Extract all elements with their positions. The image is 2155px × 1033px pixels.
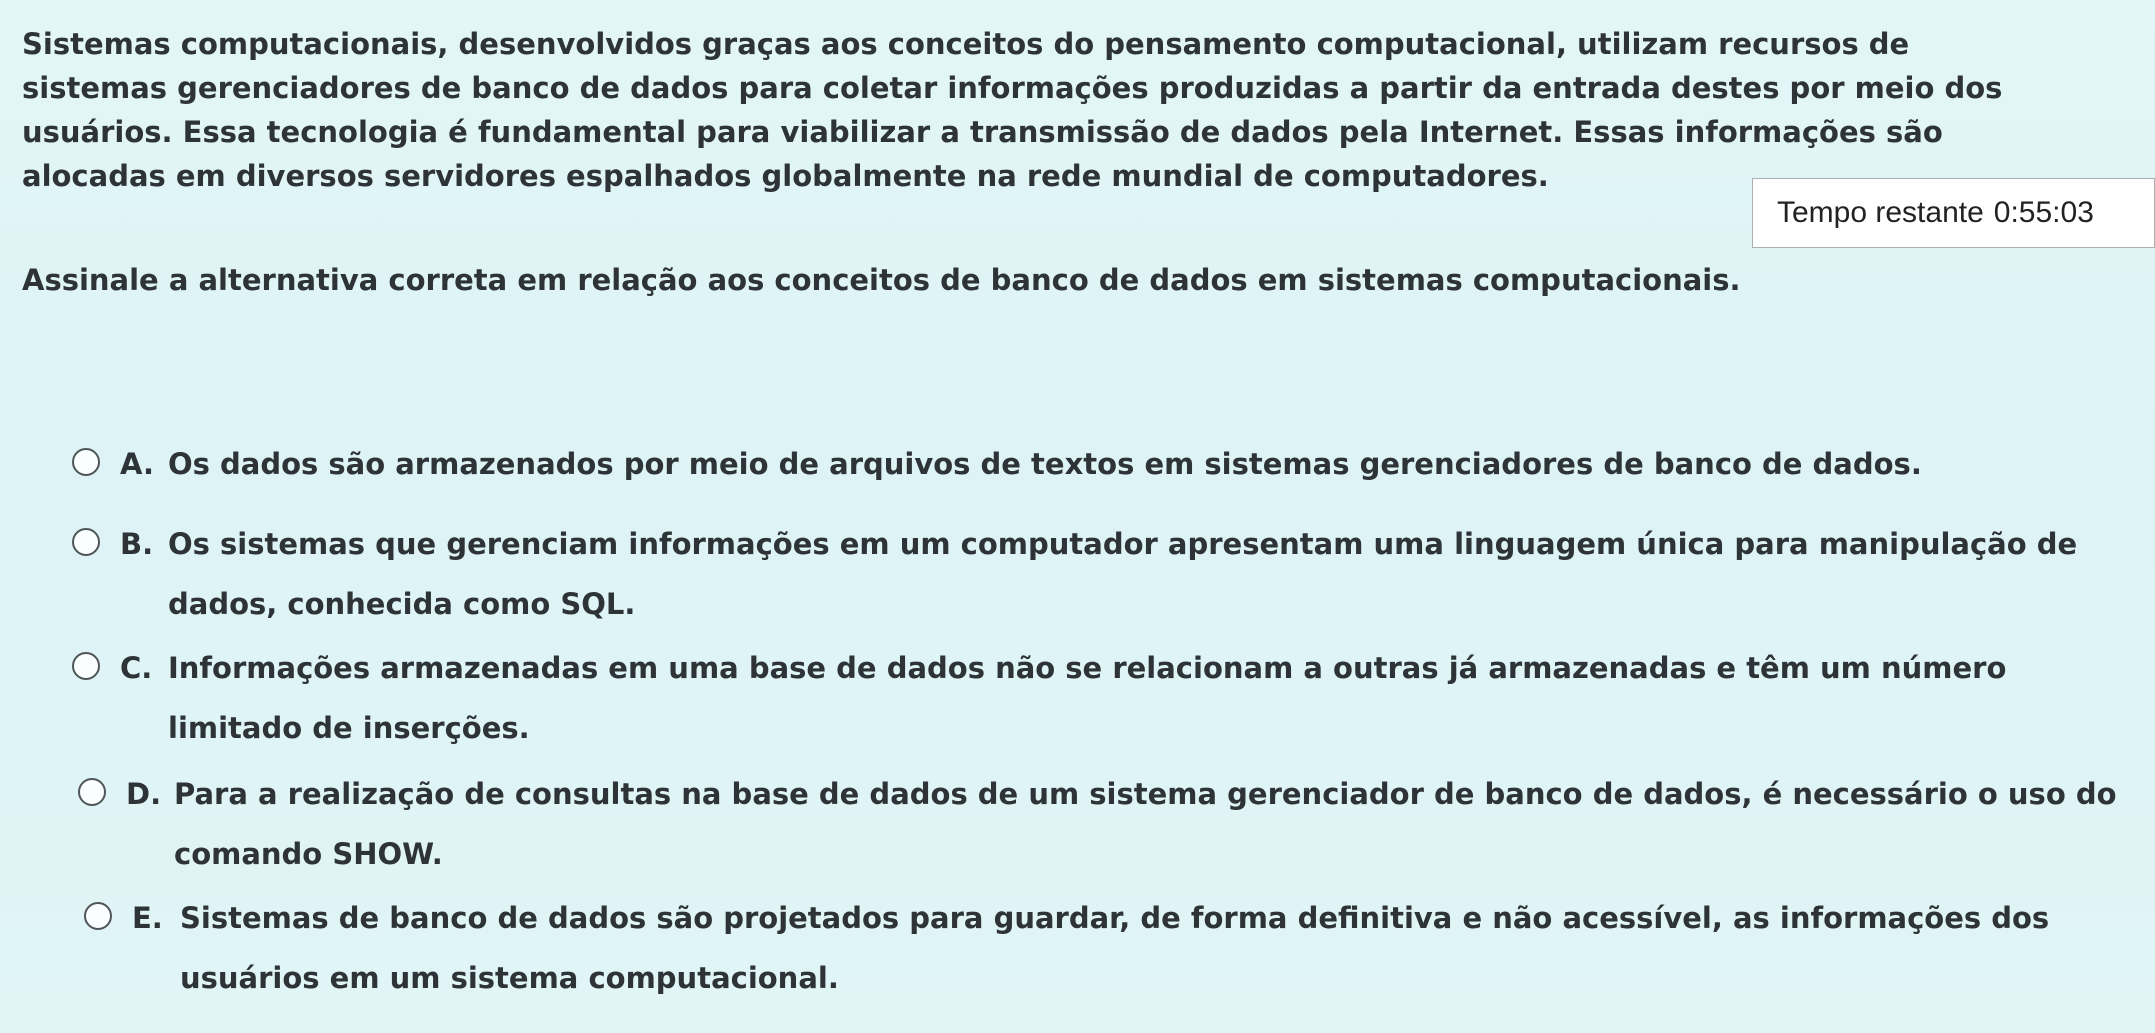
option-a-radio[interactable]	[72, 448, 100, 476]
option-d[interactable]	[78, 772, 2118, 884]
option-d-radio[interactable]	[78, 778, 106, 806]
option-c-letter: C.	[120, 651, 153, 685]
option-e[interactable]	[84, 896, 2124, 1008]
option-c[interactable]	[72, 646, 2122, 758]
option-c-radio[interactable]	[72, 652, 100, 680]
question-stem: Sistemas computacionais, desenvolvidos graças aos conceitos do pensamento computacional, utilizam recursos de sistemas gerenciadores de banco de dados para coletar informações produzidas a partir da entrada destes por meio dos usuários. Essa tecnologia é fundamental para viabilizar a transmissão de dados pela Internet. Essas informações são alocadas em diversos servidores espalhados globalmente na rede mundial de computadores.	[22, 27, 2003, 193]
option-b[interactable]	[72, 522, 2122, 634]
question-prompt: Assinale a alternativa correta em relação aos conceitos de banco de dados em sistemas computacionais.	[22, 263, 1741, 297]
option-d-letter: D.	[126, 777, 162, 811]
option-e-letter: E.	[132, 901, 163, 935]
option-a-text[interactable]: Os dados são armazenados por meio de arquivos de textos em sistemas gerenciadores de banco de dados.	[168, 447, 1922, 481]
option-e-text[interactable]: Sistemas de banco de dados são projetados para guardar, de forma definitiva e não acessível, as informações dos usuários em um sistema computacional.	[180, 901, 2050, 995]
time-remaining-value: 0:55:03	[1993, 196, 2094, 229]
option-d-text[interactable]: Para a realização de consultas na base de dados de um sistema gerenciador de banco de dados, é necessário o uso do comando SHOW.	[174, 777, 2117, 871]
option-b-letter: B.	[120, 527, 154, 561]
option-a[interactable]	[72, 442, 2122, 494]
option-a-letter: A.	[120, 447, 154, 481]
option-b-radio[interactable]	[72, 528, 100, 556]
option-c-text[interactable]: Informações armazenadas em uma base de dados não se relacionam a outras já armazenadas e têm um número limitado de inserções.	[168, 651, 2007, 745]
option-b-text[interactable]: Os sistemas que gerenciam informações em um computador apresentam uma linguagem única para manipulação de dados, conhecida como SQL.	[168, 527, 2078, 621]
option-e-radio[interactable]	[84, 902, 112, 930]
time-remaining-label: Tempo restante	[1777, 196, 1984, 229]
